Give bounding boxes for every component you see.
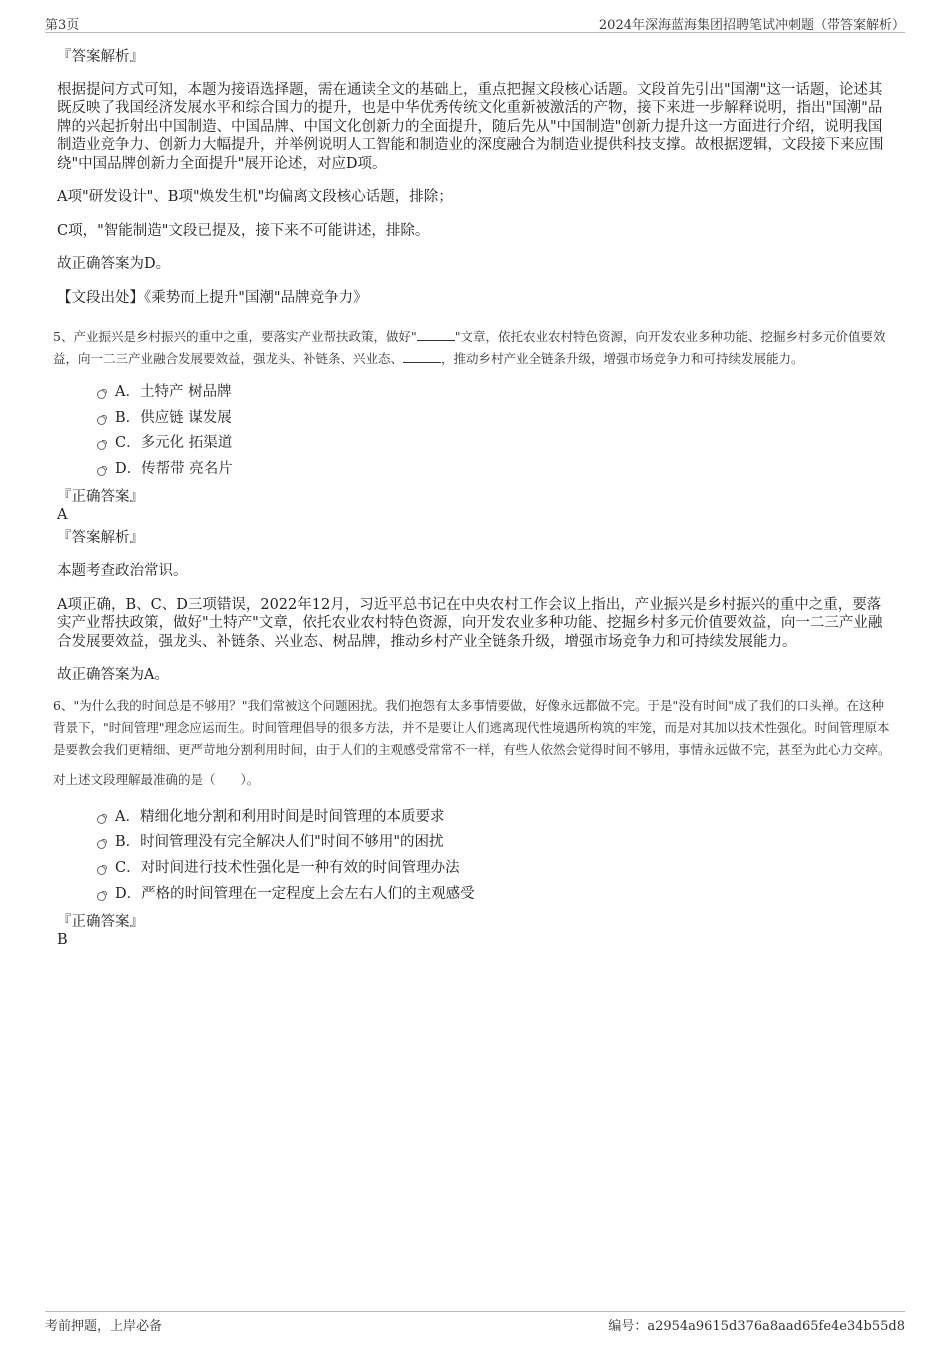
analysis-paragraph: A项"研发设计"、B项"焕发生机"均偏离文段核心话题，排除；: [57, 189, 453, 205]
radio-icon[interactable]: [97, 815, 106, 824]
radio-icon[interactable]: [97, 441, 106, 450]
option-b[interactable]: [57, 406, 892, 432]
source-citation: 【文段出处】《乘势而上提升"国潮"品牌竞争力》: [57, 289, 368, 306]
analysis-label: 『答案解析』: [57, 49, 144, 65]
analysis-paragraph: A项正确，B、C、D三项错误，2022年12月，习近平总书记在中央农村工作会议上指出，产业振兴是乡村振兴的重中之重，要落实产业帮扶政策，做好"土特产"文章，依托农业农村特色资源，向开发农业多种功能、挖掘乡村多元价值要效益，向一二三产业融合发展要效益，强龙头、补链条、兴业态、树品牌，推动乡村产业全链条升级，增强市场竞争力和可持续发展能力。: [57, 596, 883, 650]
option-label: D．严格的时间管理在一定程度上会左右人们的主观感受: [115, 885, 475, 902]
option-d[interactable]: [57, 882, 892, 908]
analysis-paragraph: C项，"智能制造"文段已提及，接下来不可能讲述，排除。: [57, 222, 430, 239]
stem-part: 5、产业振兴是乡村振兴的重中之重，要落实产业帮扶政策，做好": [53, 329, 417, 344]
option-label: A．精细化地分割和利用时间是时间管理的本质要求: [115, 808, 445, 825]
page-number: 第3页: [45, 18, 80, 33]
question-stem: 6、"为什么我的时间总是不够用？"我们常被这个问题困扰。我们抱怨有太多事情要做，好像永远都做不完。于是"没有时间"成了我们的口头禅。在这种背景下，"时间管理"理念应运而生。时间管理倡导的很多方法，并不是要让人们逃离现代性境遇所构筑的牢笼，而是对其加以技术性强化。时间管理原本是要教会我们更精细、更严苛地分割利用时间，由于人们的主观感受常常不一样，有些人依然会觉得时间不够用，事情永远做不完，甚至为此心力交瘁。: [53, 697, 891, 757]
document-title: 2024年深海蓝海集团招聘笔试冲刺题（带答案解析）: [598, 18, 905, 33]
stem-part: ，推动乡村产业全链条升级，增强市场竞争力和可持续发展能力。: [441, 351, 804, 366]
analysis-label: 『答案解析』: [57, 529, 144, 546]
option-b[interactable]: [57, 830, 892, 856]
page-header: [45, 14, 905, 33]
radio-icon[interactable]: [97, 390, 106, 399]
page-content: [53, 48, 892, 950]
correct-answer: B: [57, 932, 68, 948]
option-list: [57, 805, 892, 908]
correct-answer-label: 『正确答案』: [57, 913, 144, 930]
option-label: C．对时间进行技术性强化是一种有效的时间管理办法: [115, 860, 460, 877]
fill-blank: [417, 328, 455, 341]
radio-icon[interactable]: [97, 866, 106, 875]
question-stem: [53, 326, 892, 370]
analysis-paragraph: 根据提问方式可知，本题为接语选择题，需在通读全文的基础上，重点把握文段核心话题。文段首先引出"国潮"这一话题，论述其既反映了我国经济发展水平和综合国力的提升，也是中华优秀传统文化重新被激活的产物，接下来进一步解释说明，指出"国潮"品牌的兴起折射出中国制造、中国品牌、中国文化创新力的全面提升，随后先从"中国制造"创新力提升这一方面进行介绍，说明我国制造业竞争力、创新力大幅提升，并举例说明人工智能和制造业的深度融合为制造业提供科技支撑。故根据逻辑，文段接下来应围绕"中国品牌创新力全面提升"展开论述，对应D项。: [57, 81, 884, 172]
document-id: 编号：a2954a9615d376a8aad65fe4e34b55d8: [608, 1319, 905, 1334]
option-list: [57, 380, 892, 483]
radio-icon[interactable]: [97, 467, 106, 476]
option-c[interactable]: [57, 431, 892, 457]
option-label: B．供应链 谋发展: [115, 409, 232, 426]
option-a[interactable]: [57, 805, 892, 831]
option-label: D．传帮带 亮名片: [115, 461, 233, 478]
page-footer: [45, 1311, 905, 1332]
correct-answer-label: 『正确答案』: [57, 488, 144, 505]
analysis-conclusion: 故正确答案为A。: [57, 667, 169, 684]
analysis-conclusion: 故正确答案为D。: [57, 256, 171, 272]
radio-icon[interactable]: [97, 840, 106, 849]
footer-slogan: 考前押题，上岸必备: [45, 1319, 163, 1334]
option-c[interactable]: [57, 856, 892, 882]
analysis-paragraph: 本题考查政治常识。: [57, 563, 188, 580]
question-prompt: 对上述文段理解最准确的是（ ）。: [53, 771, 260, 787]
option-label: A．土特产 树品牌: [115, 384, 232, 400]
option-a[interactable]: [57, 380, 892, 406]
radio-icon[interactable]: [97, 892, 106, 901]
fill-blank: [403, 350, 441, 363]
option-label: C．多元化 拓渠道: [115, 435, 233, 452]
stem-part: "文章，依托农业农村特色资源，向开发农业多种功能、挖掘乡村多元价值要效益，向一二三产业融合发展要效益，强龙头、补链条、兴业态、: [53, 329, 886, 366]
radio-icon[interactable]: [97, 416, 106, 425]
option-label: B．时间管理没有完全解决人们"时间不够用"的困扰: [115, 834, 444, 851]
correct-answer: A: [57, 507, 68, 524]
option-d[interactable]: [57, 457, 892, 483]
